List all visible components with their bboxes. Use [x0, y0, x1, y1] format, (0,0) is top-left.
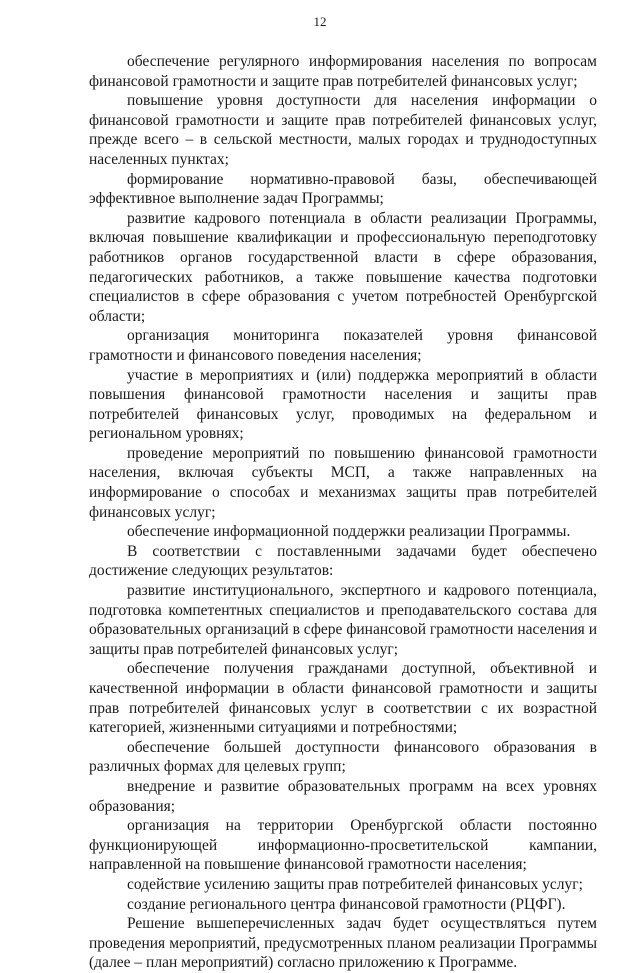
paragraph: Решение вышеперечисленных задач будет осуществляться путем проведения мероприятий, предусмотренных планом реализации Программы (далее – план мероприятий) согласно приложению к Программе. — [89, 915, 597, 972]
page-number: 12 — [313, 14, 327, 29]
paragraph: обеспечение получения гражданами доступной, объективной и качественной информации в области финансовой грамотности и защиты прав потребителей финансовых услуг в соответствии с их возрастной категорией, жизненными ситуациями и потребностями; — [89, 660, 597, 737]
paragraph: организация на территории Оренбургской области постоянно функционирующей информационно-просветительской кампании, направленной на повышение финансовой грамотности населения; — [89, 817, 597, 874]
paragraph: обеспечение информационной поддержки реализации Программы. — [127, 523, 571, 541]
paragraph: повышение уровня доступности для населения информации о финансовой грамотности и защите прав потребителей финансовых услуг, прежде всего – в сельской местности, малых городах и труднодоступных населенных пунктах; — [89, 92, 597, 168]
paragraph: внедрение и развитие образовательных программ на всех уровнях образования; — [89, 777, 597, 815]
paragraph: развитие кадрового потенциала в области реализации Программы, включая повышение квалификации и профессиональную переподготовку работников органов государственной власти в сфере образования, педагогических работников, а также повышение качества подготовки специалистов в сфере образования с учетом потребностей Оренбургской области; — [89, 209, 597, 325]
paragraph: содействие усилению защиты прав потребителей финансовых услуг; — [127, 875, 583, 893]
paragraph: формирование нормативно-правовой базы, обеспечивающей эффективное выполнение задач Программы; — [89, 170, 597, 208]
paragraph: создание регионального центра финансовой грамотности (РЦФГ). — [127, 895, 566, 913]
paragraph: проведение мероприятий по повышению финансовой грамотности населения, включая субъекты МСП, а также направленных на информирование о способах и механизмах защиты прав потребителей финансовых услуг; — [89, 444, 597, 521]
document-body — [89, 52, 597, 973]
paragraph: участие в мероприятиях и (или) поддержка мероприятий в области повышения финансовой грамотности населения и защиты прав потребителей финансовых услуг, проводимых на федеральном и региональном уровнях; — [89, 366, 597, 443]
paragraph: обеспечение большей доступности финансового образования в различных формах для целевых групп; — [89, 738, 597, 776]
paragraph: развитие институционального, экспертного и кадрового потенциала, подготовка компетентных специалистов и преподавательского состава для образовательных организаций в сфере финансовой грамотности населения и защиты прав потребителей финансовых услуг; — [89, 582, 597, 658]
paragraph: обеспечение регулярного информирования населения по вопросам финансовой грамотности и защите прав потребителей финансовых услуг; — [89, 53, 597, 90]
paragraph: организация мониторинга показателей уровня финансовой грамотности и финансового поведения населения; — [89, 327, 597, 364]
paragraph: В соответствии с поставленными задачами будет обеспечено достижение следующих результатов: — [89, 542, 597, 580]
